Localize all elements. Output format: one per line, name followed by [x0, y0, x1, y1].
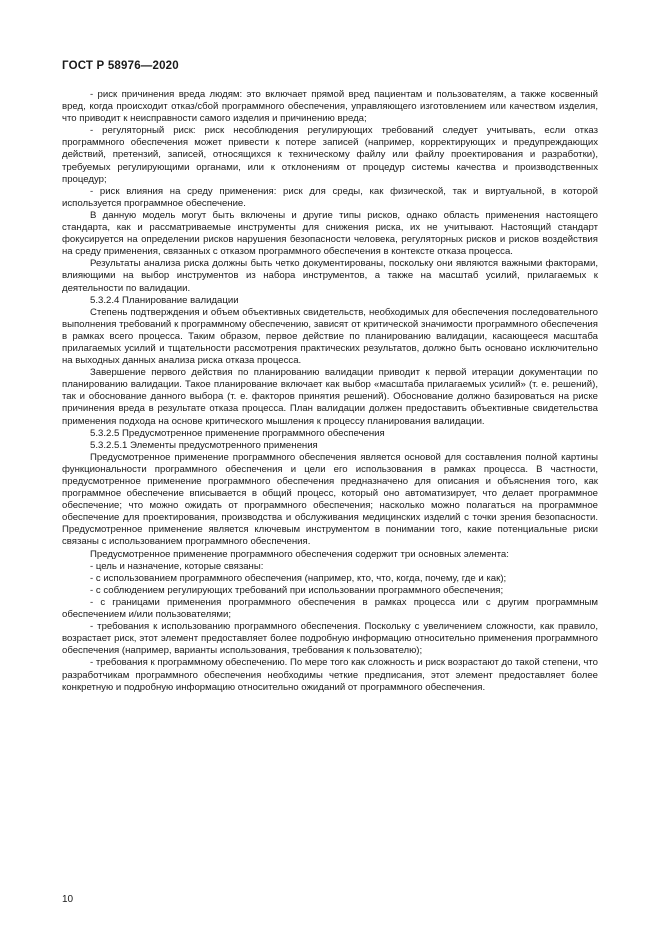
list-item: - с использованием программного обеспечения (например, кто, что, когда, почему, где и как); [90, 572, 507, 584]
paragraph: - регуляторный риск: риск несоблюдения регулирующих требований следует учитывать, если отказ программного обеспечения может привести к потере записей (например, корректирующих и предупреждающих действий, претензий, записей, относящихся к техническому файлу или файлу проектирования и разработки), требуемых регулирующими органами, или к отклонениям от процедур системы качества и производственных процедур; [62, 125, 598, 185]
section-heading: 5.3.2.4 Планирование валидации [90, 294, 239, 306]
paragraph: Предусмотренное применение программного обеспечения является основой для составления полной картины функциональности программного обеспечения и цели его использования в рамках процесса. В частности, предусмотренное применение программного обеспечения предназначено для описания и объяснения того, как программное обеспечение вписывается в общий процесс, который оно автоматизирует, что делает программное обеспечение; что можно ожидать от программного обеспечения; насколько можно полагаться на программное обеспечение для проектирования, производства и обслуживания медицинских изделий с точки зрения безопасности. Предусмотренное применение является ключевым инструментом в понимании того, какие потенциальные риски связаны с использованием программного обеспечения. [62, 451, 598, 548]
paragraph: Завершение первого действия по планированию валидации приводит к первой итерации документации по планированию валидации. Такое планирование включает как выбор «масштаба прилагаемых усилий» (т. е. решений), так и обоснование данного выбора (т. е. факторов принятия решений). Обоснование должно базироваться на риске причинения вреда в результате отказа процесса. План валидации должен предоставить объективные свидетельства применения подхода на основе критического мышления к процессу планирования валидации. [62, 367, 598, 427]
section-heading: 5.3.2.5 Предусмотренное применение программного обеспечения [90, 427, 385, 439]
paragraph: Результаты анализа риска должны быть четко документированы, поскольку они являются важными факторами, влияющими на выбор инструментов из набора инструментов, а также на масштаб усилий, прилагаемых к деятельности по валидации. [62, 258, 598, 294]
paragraph: - риск влияния на среду применения: риск для среды, как физической, так и виртуальной, в которой используется программное обеспечение. [62, 185, 598, 209]
list-item: - с границами применения программного обеспечения в рамках процесса или с другим программным обеспечением и/или пользователями; [62, 596, 598, 621]
paragraph: Степень подтверждения и объем объективных свидетельств, необходимых для обеспечения последовательного выполнения требований к программному обеспечению, зависят от критической значимости программного обеспечения в рамках всего процесса. Таким образом, первое действие по планированию валидации, касающееся масштаба прилагаемых усилий и тщательности рассмотрения практических результатов, должно быть основано исключительно на выходных данных анализа риска отказа процесса. [62, 306, 598, 367]
paragraph: - риск причинения вреда людям: это включает прямой вред пациентам и пользователям, а также косвенный вред, когда происходит отказ/сбой программного обеспечения, управляющего изготовлением или качеством изделия, что приводит к неисправности самого изделия и причинению вреда; [62, 89, 598, 125]
list-item: - требования к использованию программного обеспечения. Поскольку с увеличением сложности, как правило, возрастает риск, этот элемент предоставляет более подробную информацию относительно применения программного обеспечения (например, варианты использования, требования к пользователю); [62, 621, 598, 657]
list-item: - с соблюдением регулирующих требований при использовании программного обеспечения; [90, 584, 504, 596]
standard-header: ГОСТ Р 58976—2020 [62, 60, 179, 72]
list-item: - цель и назначение, которые связаны: [90, 560, 264, 572]
body-text [62, 89, 598, 694]
paragraph: Предусмотренное применение программного обеспечения содержит три основных элемента: [90, 548, 509, 560]
paragraph: В данную модель могут быть включены и другие типы рисков, однако область применения настоящего стандарта, как и рассматриваемые инструменты для снижения риска, их не учитывают. Настоящий стандарт фокусируется на определении рисков нарушения безопасности человека, регуляторных рисков и рисков воздействия на среду применения, связанных с отказом программного обеспечения в контексте отказа процесса. [62, 209, 598, 258]
page-number: 10 [62, 894, 74, 905]
list-item: - требования к программному обеспечению. По мере того как сложность и риск возрастают до такой степени, что разработчикам программного обеспечения необходимы четкие предписания, этот элемент предоставляет более конкретную и подробную информацию относительно ожиданий от программного обеспечения. [62, 657, 598, 693]
section-heading: 5.3.2.5.1 Элементы предусмотренного применения [90, 439, 318, 451]
